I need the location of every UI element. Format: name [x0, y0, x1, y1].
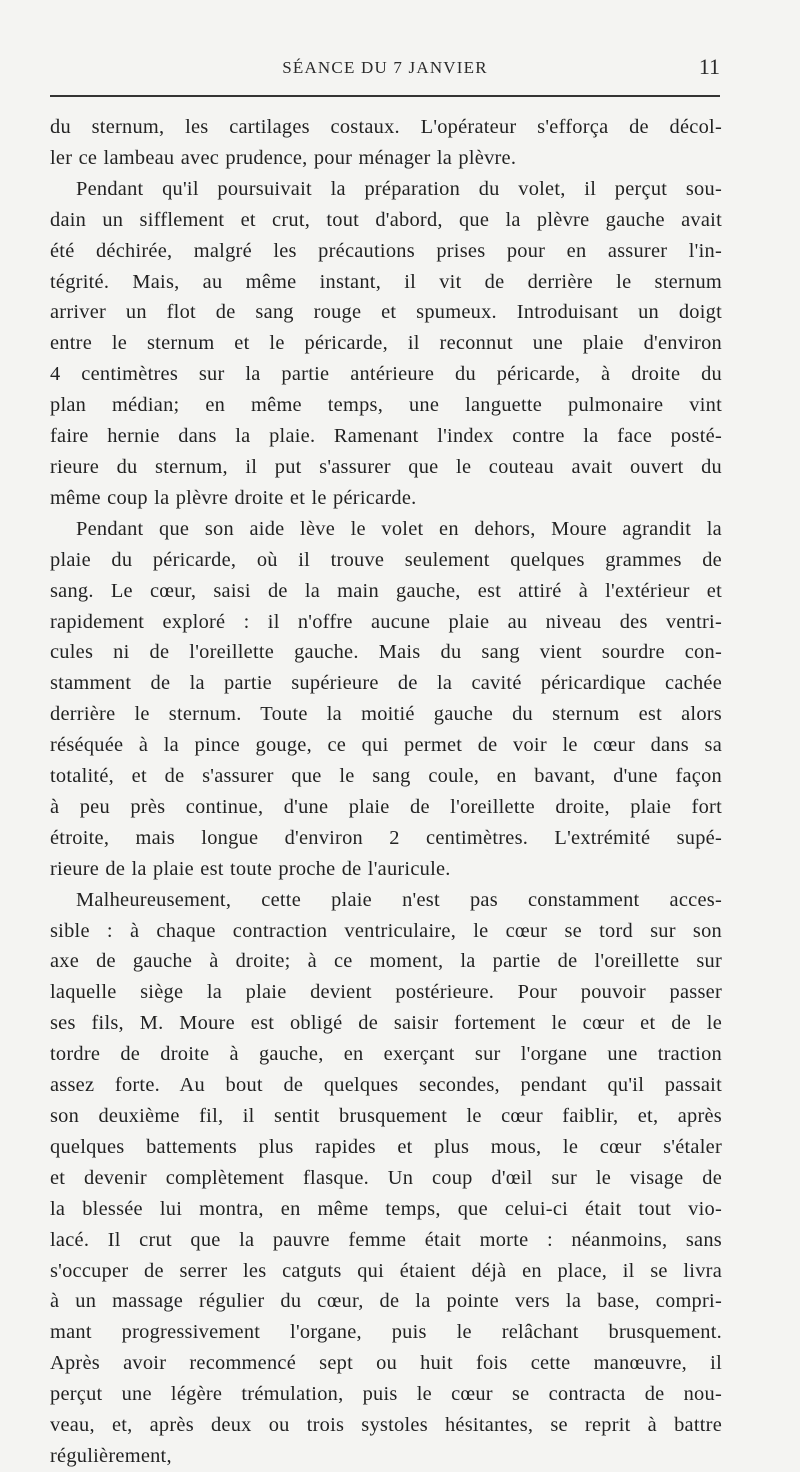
text-line: à peu près continue, d'une plaie de l'oreillette droite, plaie fort — [50, 795, 722, 818]
text-line: assez forte. Au bout de quelques secondes, pendant qu'il passait — [50, 1074, 722, 1097]
text-line: même coup la plèvre droite et le péricarde. — [50, 486, 417, 509]
text-line: perçut une légère trémulation, puis le cœur se contracta de nou- — [50, 1383, 722, 1406]
text-line: lacé. Il crut que la pauvre femme était morte : néanmoins, sans — [50, 1228, 722, 1251]
text-line: la blessée lui montra, en même temps, que celui-ci était tout vio- — [50, 1197, 722, 1220]
text-line: faire hernie dans la plaie. Ramenant l'index contre la face posté- — [50, 425, 722, 448]
text-line: s'occuper de serrer les catguts qui étaient déjà en place, il se livra — [50, 1259, 722, 1282]
text-line: ses fils, M. Moure est obligé de saisir fortement le cœur et de le — [50, 1012, 722, 1035]
running-header — [50, 50, 720, 86]
text-line: rieure du sternum, il put s'assurer que le couteau avait ouvert du — [50, 455, 722, 478]
text-line: mant progressivement l'organe, puis le relâchant brusquement. — [50, 1321, 722, 1344]
text-line: sible : à chaque contraction ventriculaire, le cœur se tord sur son — [50, 919, 722, 942]
text-line: totalité, et de s'assurer que le sang coule, en bavant, d'une façon — [50, 765, 722, 788]
text-line: du sternum, les cartilages costaux. L'opérateur s'efforça de décol- — [50, 116, 722, 138]
text-line: à un massage régulier du cœur, de la pointe vers la base, compri- — [50, 1290, 722, 1313]
text-line: rapidement exploré : il n'offre aucune plaie au niveau des ventri- — [50, 610, 722, 633]
text-line: régulièrement, — [50, 1444, 172, 1467]
text-line: plaie du péricarde, où il trouve seulement quelques grammes de — [50, 548, 722, 571]
text-line: plan médian; en même temps, une languette pulmonaire vint — [50, 394, 722, 417]
text-line: Malheureusement, cette plaie n'est pas constamment acces- — [76, 888, 722, 911]
text-line: tordre de droite à gauche, en exerçant sur l'organe une traction — [50, 1043, 722, 1066]
text-line: arriver un flot de sang rouge et spumeux. Introduisant un doigt — [50, 301, 722, 324]
text-line: dain un sifflement et crut, tout d'abord, que la plèvre gauche avait — [50, 208, 722, 231]
text-line: Après avoir recommencé sept ou huit fois cette manœuvre, il — [50, 1352, 722, 1375]
text-line: Pendant que son aide lève le volet en dehors, Moure agrandit la — [76, 517, 722, 540]
text-line: quelques battements plus rapides et plus mous, le cœur s'étaler — [50, 1135, 722, 1158]
text-line: tégrité. Mais, au même instant, il vit de derrière le sternum — [50, 270, 722, 293]
text-line: entre le sternum et le péricarde, il reconnut une plaie d'environ — [50, 332, 722, 355]
text-line: cules ni de l'oreillette gauche. Mais du sang vient sourdre con- — [50, 641, 722, 664]
text-line: réséquée à la pince gouge, ce qui permet de voir le cœur dans sa — [50, 734, 722, 757]
text-line: été déchirée, malgré les précautions prises pour en assurer l'in- — [50, 239, 722, 262]
text-line: 4 centimètres sur la partie antérieure du péricarde, à droite du — [50, 363, 722, 386]
text-line: son deuxième fil, il sentit brusquement le cœur faiblir, et, après — [50, 1105, 722, 1127]
header-rule — [50, 95, 720, 97]
text-line: et devenir complètement flasque. Un coup d'œil sur le visage de — [50, 1166, 722, 1189]
running-title: SÉANCE DU 7 JANVIER — [282, 58, 488, 77]
text-line: ler ce lambeau avec prudence, pour ménager la plèvre. — [50, 146, 517, 169]
page-number: 11 — [698, 54, 720, 79]
text-line: sang. Le cœur, saisi de la main gauche, est attiré à l'extérieur et — [50, 579, 722, 602]
text-line: Pendant qu'il poursuivait la préparation du volet, il perçut sou- — [76, 177, 722, 200]
text-line: stamment de la partie supérieure de la cavité péricardique cachée — [50, 672, 722, 695]
text-line: veau, et, après deux ou trois systoles hésitantes, se reprit à battre — [50, 1414, 722, 1437]
text-line: rieure de la plaie est toute proche de l'auricule. — [50, 857, 451, 880]
text-line: derrière le sternum. Toute la moitié gauche du sternum est alors — [50, 703, 722, 726]
text-line: axe de gauche à droite; à ce moment, la partie de l'oreillette sur — [50, 950, 722, 973]
text-line: laquelle siège la plaie devient postérieure. Pour pouvoir passer — [50, 981, 722, 1004]
text-line: étroite, mais longue d'environ 2 centimètres. L'extrémité supé- — [50, 826, 722, 849]
body-text — [50, 112, 722, 1472]
